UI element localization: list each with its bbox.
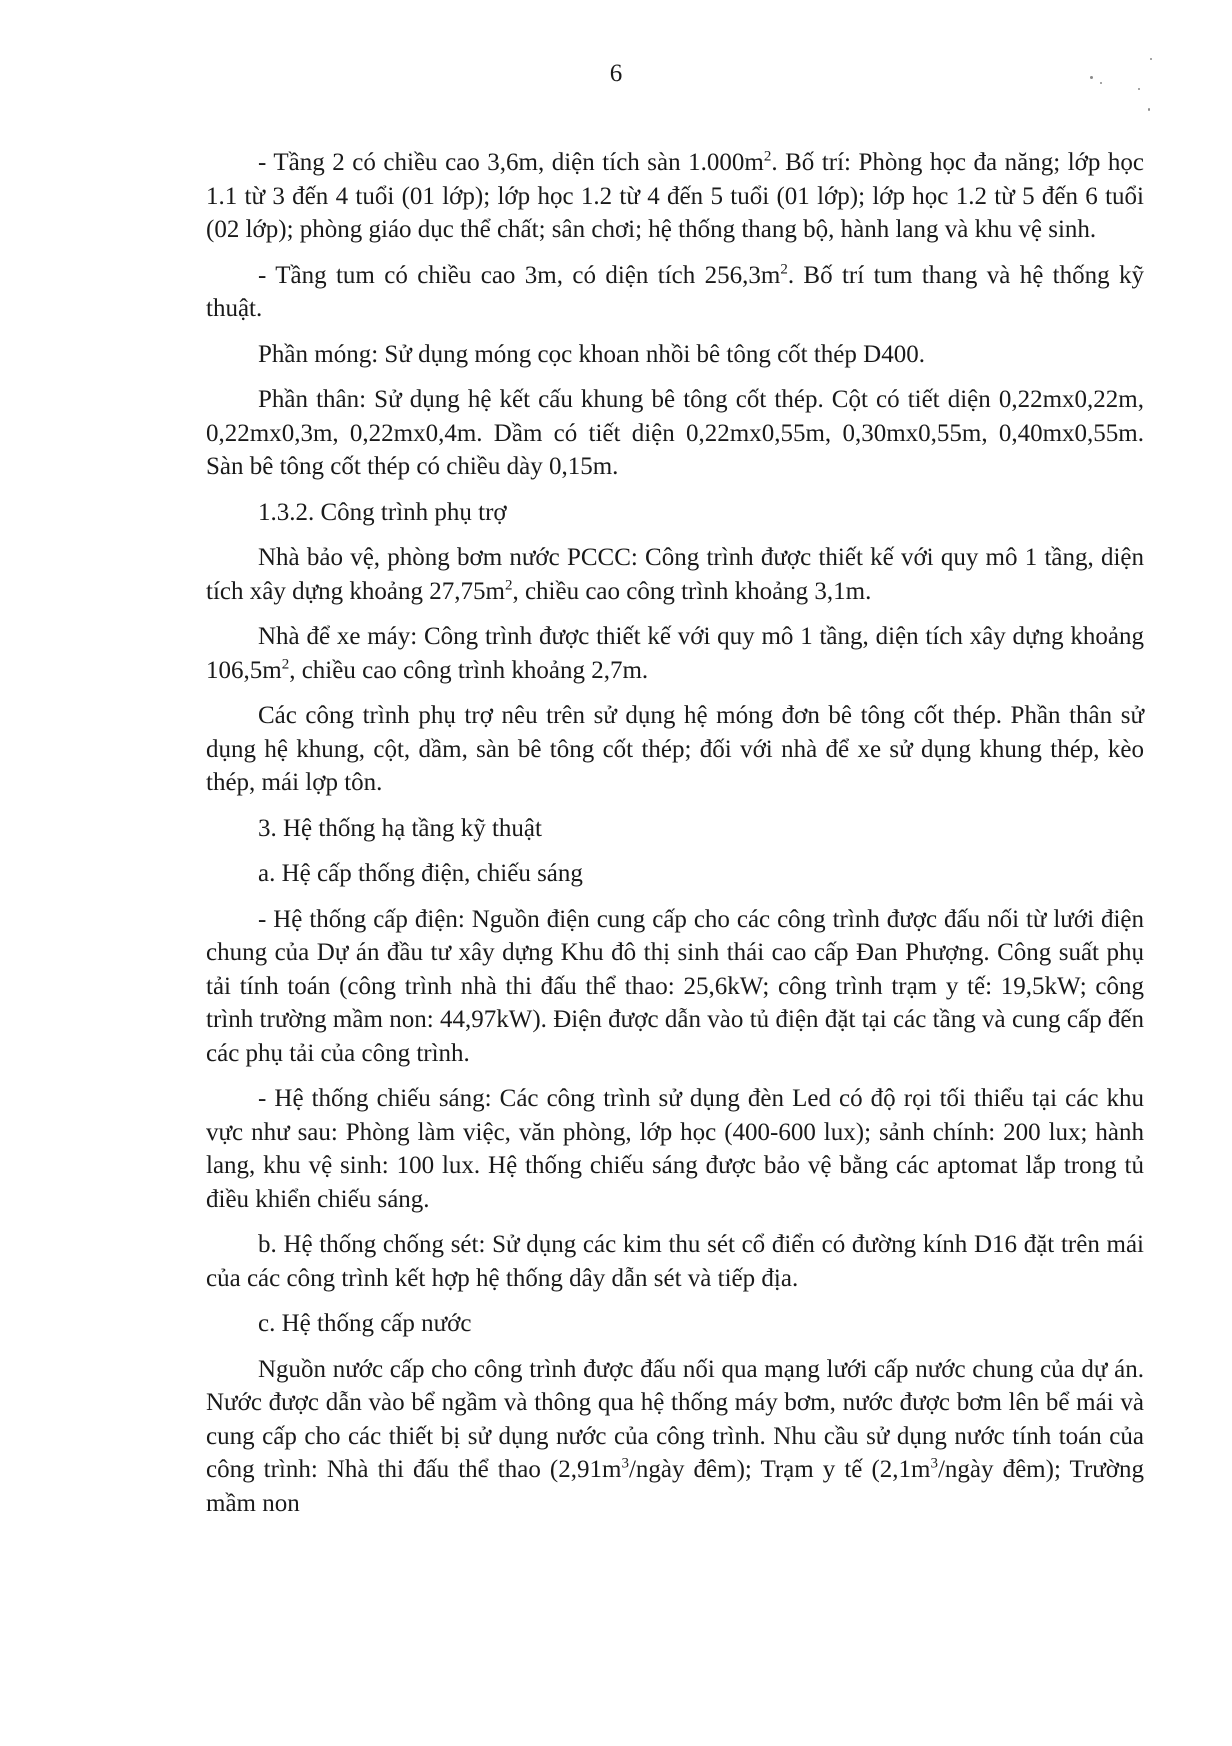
- section-heading: [206, 496, 1144, 530]
- scan-speck: [1148, 108, 1150, 111]
- scan-speck: [1150, 58, 1152, 60]
- section-heading: [206, 812, 1144, 846]
- text-run: - Hệ thống cấp điện: Nguồn điện cung cấp cho các công trình được đấu nối từ lưới điện chung của Dự án đầu tư xây dựng Khu đô thị sinh thái cao cấp Đan Phượng. Công suất phụ tải tính toán (công trình nhà thi đấu thể thao: 25,6kW; công trình trạm y tế: 19,5kW; công trình trường mầm non: 44,97kW). Điện được dẫn vào tủ điện đặt tại các tầng và cung cấp đến các phụ tải của công trình.: [206, 905, 1144, 1067]
- text-run: /ngày đêm); Trạm y tế (2,1m: [628, 1456, 931, 1483]
- text-run: 3. Hệ thống hạ tầng kỹ thuật: [258, 814, 542, 842]
- text-run: - Hệ thống chiếu sáng: Các công trình sử dụng đèn Led có độ rọi tối thiểu tại các khu vực như sau: Phòng làm việc, văn phòng, lớp học (400-600 lux); sảnh chính: 200 lux; hành lang, khu vệ sinh: 100 lux. Hệ thống chiếu sáng được bảo vệ bằng các aptomat lắp trong tủ điều khiển chiếu sáng.: [206, 1085, 1144, 1213]
- body-paragraph: [206, 146, 1144, 247]
- document-body: [206, 146, 1144, 1532]
- body-paragraph: [206, 1228, 1144, 1295]
- body-paragraph: [206, 383, 1144, 484]
- text-run: Nhà bảo vệ, phòng bơm nước PCCC: Công trình được thiết kế với quy mô 1 tầng, diện tích xây dựng khoảng 27,75m: [206, 544, 1144, 605]
- body-paragraph: [206, 620, 1144, 687]
- text-run: - Tầng tum có chiều cao 3m, có diện tích 256,3m: [258, 261, 781, 289]
- body-paragraph: [206, 1082, 1144, 1216]
- text-run: , chiều cao công trình khoảng 3,1m.: [512, 577, 872, 605]
- body-paragraph: [206, 338, 1144, 372]
- text-run: Nguồn nước cấp cho công trình được đấu nối qua mạng lưới cấp nước chung của dự án. Nước được dẫn vào bể ngầm và thông qua hệ thống máy bơm, nước được bơm lên bể mái và cung cấp cho các thiết bị sử dụng nước của công trình. Nhu cầu sử dụng nước tính toán của công trình: Nhà thi đấu thể thao (2,91m: [206, 1355, 1144, 1483]
- text-run: 1.3.2. Công trình phụ trợ: [258, 498, 507, 526]
- body-paragraph: [206, 541, 1144, 608]
- body-paragraph: [206, 903, 1144, 1071]
- text-run: a. Hệ cấp thống điện, chiếu sáng: [258, 860, 583, 887]
- section-heading: [206, 1307, 1144, 1341]
- text-run: . Bố trí: Phòng học đa năng; lớp học 1.1 từ 3 đến 4 tuổi (01 lớp); lớp học 1.2 từ 4 đến 5 tuổi (01 lớp); lớp học 1.2 từ 5 đến 6 tuổi (02 lớp); phòng giáo dục thể chất; sân chơi; hệ thống thang bộ, hành lang và khu vệ sinh.: [206, 149, 1144, 243]
- body-paragraph: [206, 699, 1144, 800]
- superscript: 3: [930, 1455, 938, 1472]
- text-run: Nhà để xe máy: Công trình được thiết kế với quy mô 1 tầng, diện tích xây dựng khoảng 106,5m: [206, 623, 1144, 684]
- text-run: Các công trình phụ trợ nêu trên sử dụng hệ móng đơn bê tông cốt thép. Phần thân sử dụng hệ khung, cột, dầm, sàn bê tông cốt thép; đối với nhà để xe sử dụng khung thép, kèo thép, mái lợp tôn.: [206, 702, 1144, 796]
- text-run: Phần móng: Sử dụng móng cọc khoan nhồi bê tông cốt thép D400.: [258, 340, 925, 368]
- text-run: b. Hệ thống chống sét: Sử dụng các kim thu sét cổ điển có đường kính D16 đặt trên mái của các công trình kết hợp hệ thống dây dẫn sét và tiếp địa.: [206, 1231, 1144, 1292]
- superscript: 2: [763, 148, 772, 165]
- body-paragraph: [206, 259, 1144, 326]
- superscript: 2: [281, 656, 290, 673]
- text-run: . Bố trí tum thang và hệ thống kỹ thuật.: [206, 261, 1145, 322]
- text-run: , chiều cao công trình khoảng 2,7m.: [289, 656, 649, 684]
- text-run: /ngày đêm); Trường mầm non: [206, 1456, 1144, 1517]
- scan-speck: [1138, 88, 1140, 90]
- text-run: c. Hệ thống cấp nước: [258, 1310, 472, 1337]
- body-paragraph: [206, 1353, 1144, 1521]
- superscript: 2: [780, 261, 788, 278]
- page-number: 6: [609, 60, 623, 87]
- scan-speck: [1100, 82, 1102, 84]
- text-run: Phần thân: Sử dụng hệ kết cấu khung bê tông cốt thép. Cột có tiết diện 0,22mx0,22m, 0,22mx0,3m, 0,22mx0,4m. Dầm có tiết diện 0,22mx0,55m, 0,30mx0,55m, 0,40mx0,55m. Sàn bê tông cốt thép có chiều dày 0,15m.: [206, 386, 1144, 480]
- section-heading: [206, 857, 1144, 891]
- text-run: - Tầng 2 có chiều cao 3,6m, diện tích sàn 1.000m: [258, 149, 764, 176]
- superscript: 2: [504, 577, 513, 594]
- scan-speck: [1090, 76, 1093, 79]
- superscript: 3: [621, 1455, 629, 1472]
